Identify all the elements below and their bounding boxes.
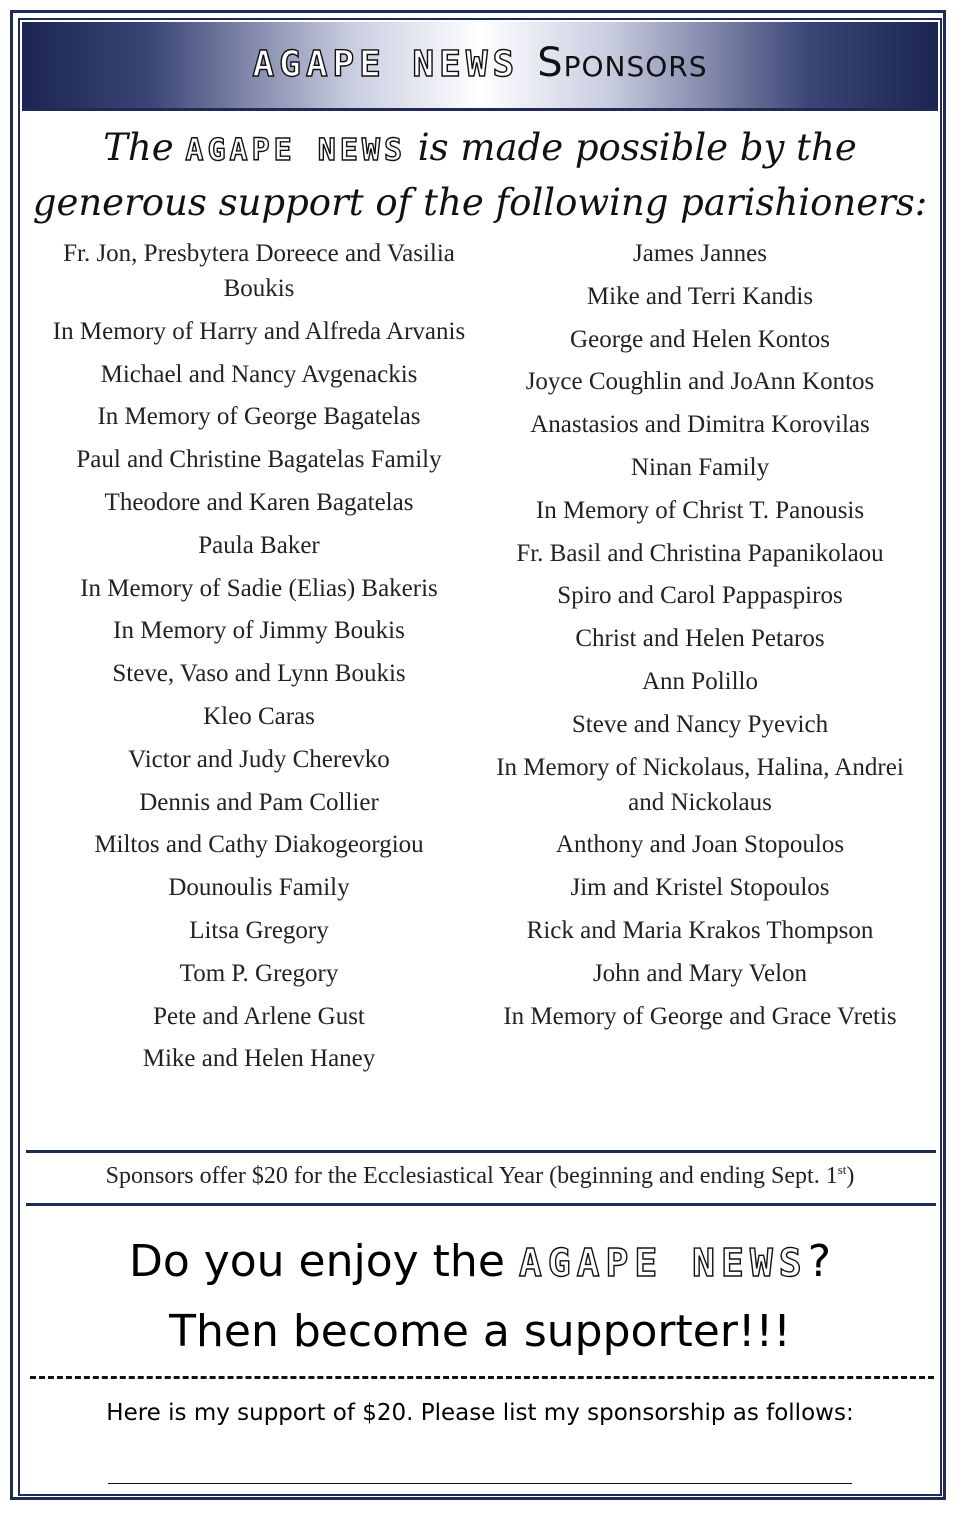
sponsor-name: In Memory of Jimmy Boukis bbox=[113, 617, 405, 645]
intro-line-1 bbox=[0, 122, 960, 177]
sponsor-name: Miltos and Cathy Diakogeorgiou bbox=[94, 831, 424, 859]
sponsor-name: In Memory of George Bagatelas bbox=[97, 403, 421, 431]
sponsor-name: Tom P. Gregory bbox=[179, 959, 339, 987]
sponsor-list-right bbox=[486, 236, 914, 1041]
sponsor-note bbox=[0, 1162, 960, 1190]
sponsor-name: Mike and Helen Haney bbox=[142, 1045, 376, 1073]
sponsor-name: Ninan Family bbox=[630, 453, 770, 481]
cta-prefix: Do you enjoy the bbox=[128, 1236, 505, 1287]
sponsor-name: Rick and Maria Krakos Thompson bbox=[526, 916, 874, 944]
sponsor-name: Anthony and Joan Stopoulos bbox=[555, 831, 845, 859]
note-text: Sponsors offer $20 for the Ecclesiastical Year (beginning and ending Sept. 1 bbox=[105, 1163, 838, 1189]
cta-line-1 bbox=[0, 1236, 960, 1287]
title-brand: AGAPE NEWS bbox=[252, 44, 520, 85]
sponsor-name: Jim and Kristel Stopoulos bbox=[570, 874, 830, 902]
intro-line-2: generous support of the following parishioners: bbox=[32, 181, 928, 224]
cta-brand: AGAPE NEWS bbox=[518, 1241, 808, 1285]
note-sup: st bbox=[837, 1162, 847, 1177]
sponsor-name: In Memory of Nickolaus, Halina, Andrei and Nickolaus bbox=[496, 753, 904, 816]
sponsor-name: John and Mary Velon bbox=[592, 959, 808, 987]
sponsor-name: In Memory of Harry and Alfreda Arvanis bbox=[52, 317, 466, 345]
sponsor-name: Steve and Nancy Pyevich bbox=[571, 710, 829, 738]
sponsor-name: In Memory of Sadie (Elias) Bakeris bbox=[80, 574, 438, 602]
sponsor-name: James Jannes bbox=[633, 240, 767, 267]
sponsor-name: In Memory of George and Grace Vretis bbox=[503, 1002, 897, 1030]
sponsor-name: Christ and Helen Petaros bbox=[575, 625, 825, 653]
sponsor-name: Kleo Caras bbox=[203, 702, 315, 730]
sponsor-name: Michael and Nancy Avgenackis bbox=[100, 360, 418, 388]
intro-text bbox=[0, 122, 960, 229]
sponsor-name: Mike and Terri Kandis bbox=[586, 282, 814, 310]
sponsor-name: Ann Polillo bbox=[642, 667, 758, 695]
sponsor-name: Pete and Arlene Gust bbox=[153, 1002, 365, 1030]
header-rule bbox=[22, 108, 938, 111]
intro-prefix: The bbox=[103, 126, 174, 169]
sponsor-name: Steve, Vaso and Lynn Boukis bbox=[112, 660, 406, 688]
sponsor-name: Theodore and Karen Bagatelas bbox=[104, 488, 414, 516]
sponsor-name: Anastasios and Dimitra Korovilas bbox=[530, 411, 870, 439]
sponsor-list-left bbox=[52, 236, 466, 1084]
title-suffix: Sponsors bbox=[537, 40, 708, 86]
intro-brand: AGAPE NEWS bbox=[185, 133, 407, 168]
sponsor-name: George and Helen Kontos bbox=[570, 325, 830, 353]
sponsor-name: Joyce Coughlin and JoAnn Kontos bbox=[525, 368, 875, 396]
sponsor-name: In Memory of Christ T. Panousis bbox=[535, 496, 865, 524]
sponsor-name: Fr. Jon, Presbytera Doreece and Vasilia Boukis bbox=[63, 240, 455, 302]
cut-line bbox=[30, 1376, 934, 1379]
sponsor-name: Fr. Basil and Christina Papanikolaou bbox=[516, 539, 884, 567]
note-close: ) bbox=[846, 1163, 855, 1189]
sponsor-name: Litsa Gregory bbox=[189, 916, 329, 944]
sponsor-name: Victor and Judy Cherevko bbox=[128, 745, 390, 773]
page-title bbox=[0, 40, 960, 86]
cta-suffix: ? bbox=[807, 1236, 832, 1287]
support-form-text: Here is my support of $20. Please list my sponsorship as follows: bbox=[106, 1400, 854, 1426]
sponsor-name: Spiro and Carol Pappaspiros bbox=[557, 582, 843, 610]
intro-suffix: is made possible by the bbox=[417, 126, 857, 169]
sponsor-name: Paul and Christine Bagatelas Family bbox=[76, 446, 442, 474]
sponsorship-write-line[interactable] bbox=[108, 1483, 852, 1484]
cta-line-2: Then become a supporter!!! bbox=[169, 1306, 791, 1357]
sponsor-name: Dounoulis Family bbox=[168, 874, 350, 902]
sponsor-name: Dennis and Pam Collier bbox=[139, 788, 379, 816]
sponsor-name: Paula Baker bbox=[198, 531, 320, 559]
